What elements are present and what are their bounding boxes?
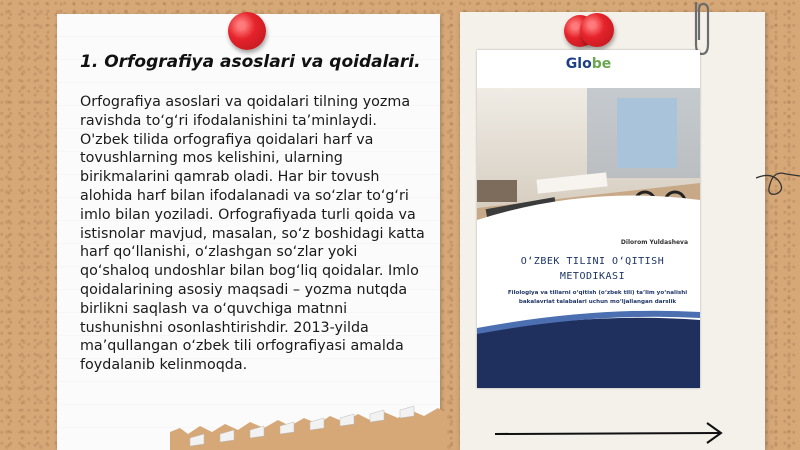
book-title-line-2: METODIKASI bbox=[559, 271, 626, 282]
book-cover-image bbox=[477, 50, 700, 388]
book-subtitle: Filologiya va tillarni o‘qitish (o‘zbek tili) ta’lim yo‘nalishi bakalavriat talabalari uchun mo‘ljallangan darslik bbox=[507, 290, 688, 305]
string-doodle-icon bbox=[756, 150, 800, 210]
publisher-logo: Globe bbox=[565, 56, 612, 72]
arrow-right-icon bbox=[493, 420, 725, 448]
logo-accent: be bbox=[591, 56, 612, 72]
book-author: Dilorom Yuldasheva bbox=[620, 239, 688, 246]
logo-main: Gl bbox=[565, 56, 583, 72]
book-title-line-1: O‘ZBEK TILINI O‘QITISH bbox=[520, 256, 665, 267]
red-pushpin-icon bbox=[228, 12, 266, 50]
red-pushpin-icon bbox=[580, 13, 614, 47]
slide-title: 1. Orfografiya asoslari va qoidalari. bbox=[80, 52, 421, 72]
cover-wave-shape bbox=[477, 50, 700, 388]
book-title bbox=[497, 254, 688, 284]
torn-paper-strip bbox=[170, 392, 445, 450]
slide-body-text: Orfografiya asoslari va qoidalari tilning yozma ravishda to‘g‘ri ifodalanishini ta’minlaydi. O'zbek tilida orfografiya qoidalari harf va tovushlarning mos kelishini, ularning birikmalarini qamrab oladi. Har bir tovush alohida harf bilan ifodalanadi va so‘zlar to‘g‘ri imlo bilan yoziladi. Orfografiyada turli qoida va istisnolar mavjud, masalan, so‘z boshidagi katta harf qo‘llanishi, o‘zlashgan so‘zlar yoki qo‘shaloq undoshlar bilan bog‘liq qoidalar. Imlo qoidalarining asosiy maqsadi – yozma nutqda birlikni saqlash va o‘quvchiga matnni tushunishni osonlashtirishdir. 2013-yilda ma’qullangan o‘zbek tili orfografiyasi amalda foydalanib kelinmoqda. bbox=[80, 94, 425, 374]
